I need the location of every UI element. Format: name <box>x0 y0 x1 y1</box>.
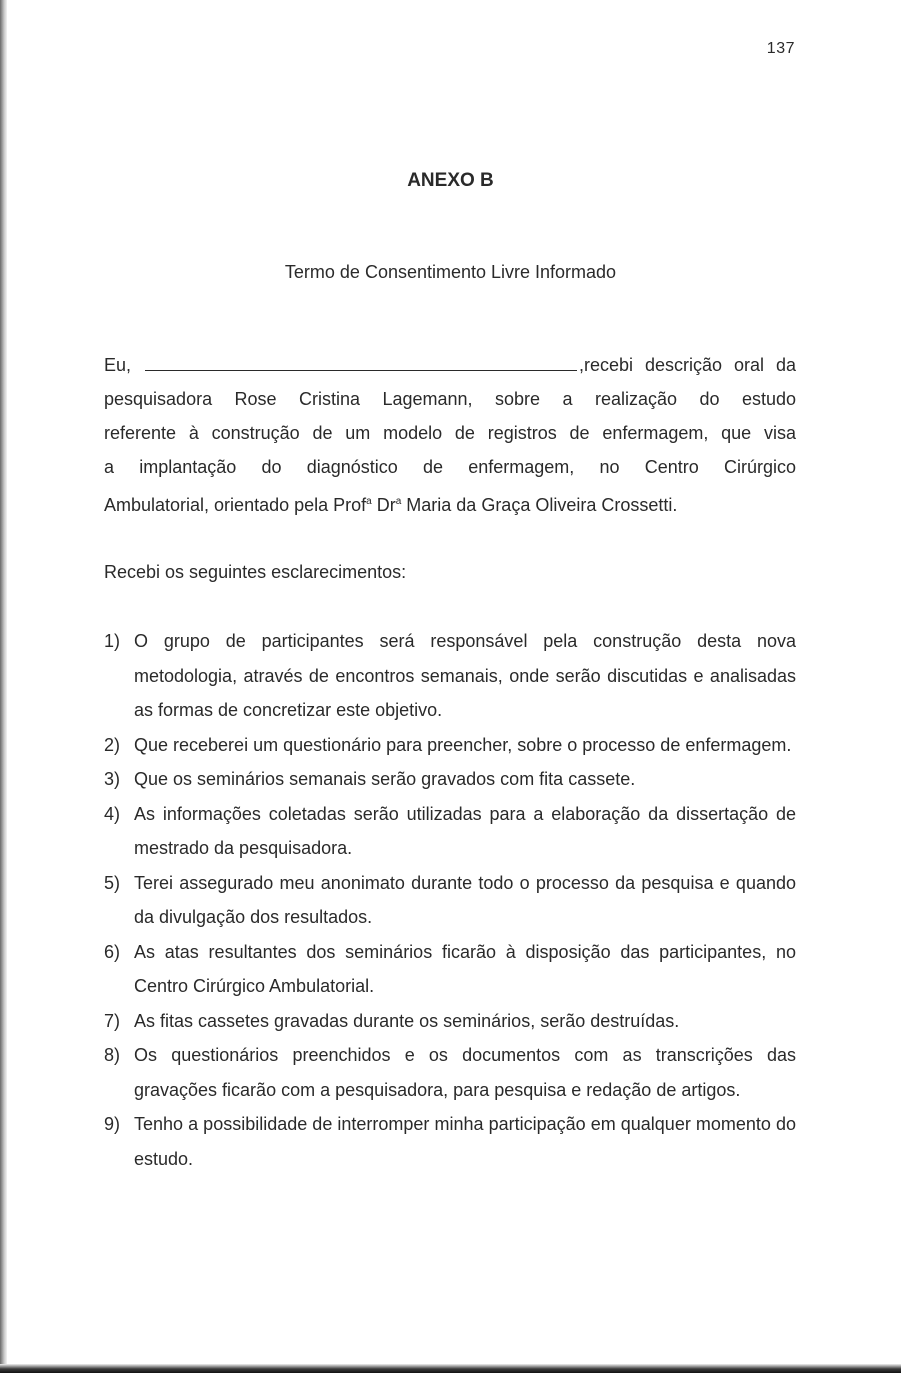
annex-title: ANEXO B <box>407 170 494 191</box>
list-item <box>104 1107 796 1176</box>
list-item <box>104 728 796 763</box>
list-item-number: 4) <box>104 803 121 824</box>
list-item-text: As fitas cassetes gravadas durante os seminários, serão destruídas. <box>134 1010 680 1031</box>
list-item-number: 1) <box>104 631 121 651</box>
list-item-text: Terei assegurado meu anonimato durante todo o processo da pesquisa e quando da divulgação dos resultados. <box>134 872 796 927</box>
list-item-text: As atas resultantes dos seminários ficarão à disposição das participantes, no Centro Cirúrgico Ambulatorial. <box>134 941 796 996</box>
list-item-number: 8) <box>104 1045 121 1065</box>
list-item <box>104 1038 796 1107</box>
list-item <box>104 866 796 935</box>
ordinal-sup-2: a <box>395 496 402 507</box>
scan-binding-edge <box>0 0 7 1373</box>
list-item-text: O grupo de participantes será responsável pela construção desta nova metodologia, através de encontros semanais, onde serão discutidas e analisadas as formas de concretizar este objetivo. <box>134 631 796 720</box>
list-item-text: Tenho a possibilidade de interromper minha participação em qualquer momento do estudo. <box>134 1114 796 1169</box>
ordinal-sup-1: a <box>366 496 372 507</box>
consent-line-1 <box>104 348 796 383</box>
document-title: Termo de Consentimento Livre Informado <box>284 262 617 282</box>
scan-bottom-edge <box>0 1364 901 1373</box>
list-item-text: Que os seminários semanais serão gravados com fita cassete. <box>134 769 636 789</box>
list-item-number: 5) <box>104 872 121 893</box>
consent-line-5-a: Ambulatorial, orientado pela Prof <box>104 495 367 515</box>
list-item <box>104 762 796 797</box>
clarifications-heading: Recebi os seguintes esclarecimentos: <box>104 562 407 582</box>
consent-after-blank: ,recebi descrição oral da <box>579 355 796 375</box>
list-item-number: 9) <box>104 1114 121 1134</box>
list-item <box>104 797 796 866</box>
consent-line-2: pesquisadora Rose Cristina Lagemann, sobre a realização do estudo <box>104 389 796 409</box>
list-item-number: 2) <box>104 734 121 755</box>
list-item-text: Os questionários preenchidos e os documentos com as transcrições das gravações ficarão com a pesquisadora, para pesquisa e redação de artigos. <box>134 1045 796 1100</box>
consent-line-4: a implantação do diagnóstico de enfermagem, no Centro Cirúrgico <box>104 457 796 477</box>
list-item-number: 7) <box>104 1010 121 1031</box>
list-item-text: As informações coletadas serão utilizadas para a elaboração da dissertação de mestrado da pesquisadora. <box>134 803 796 858</box>
page-number: 137 <box>766 40 795 57</box>
list-item <box>104 624 796 728</box>
consent-line-3: referente à construção de um modelo de registros de enfermagem, que visa <box>104 423 796 443</box>
list-item-number: 3) <box>104 769 121 789</box>
list-item <box>104 935 796 1004</box>
consent-line-5-c: Maria da Graça Oliveira Crossetti. <box>401 495 678 515</box>
name-blank-line <box>145 352 577 371</box>
consent-prefix: Eu, <box>104 355 132 375</box>
list-item-text: Que receberei um questionário para preencher, sobre o processo de enfermagem. <box>134 734 792 755</box>
list-item-number: 6) <box>104 941 121 962</box>
consent-line-5 <box>104 485 796 523</box>
consent-line-5-b: Dr <box>371 495 396 515</box>
list-item <box>104 1004 796 1039</box>
clarifications-list <box>104 624 796 1176</box>
